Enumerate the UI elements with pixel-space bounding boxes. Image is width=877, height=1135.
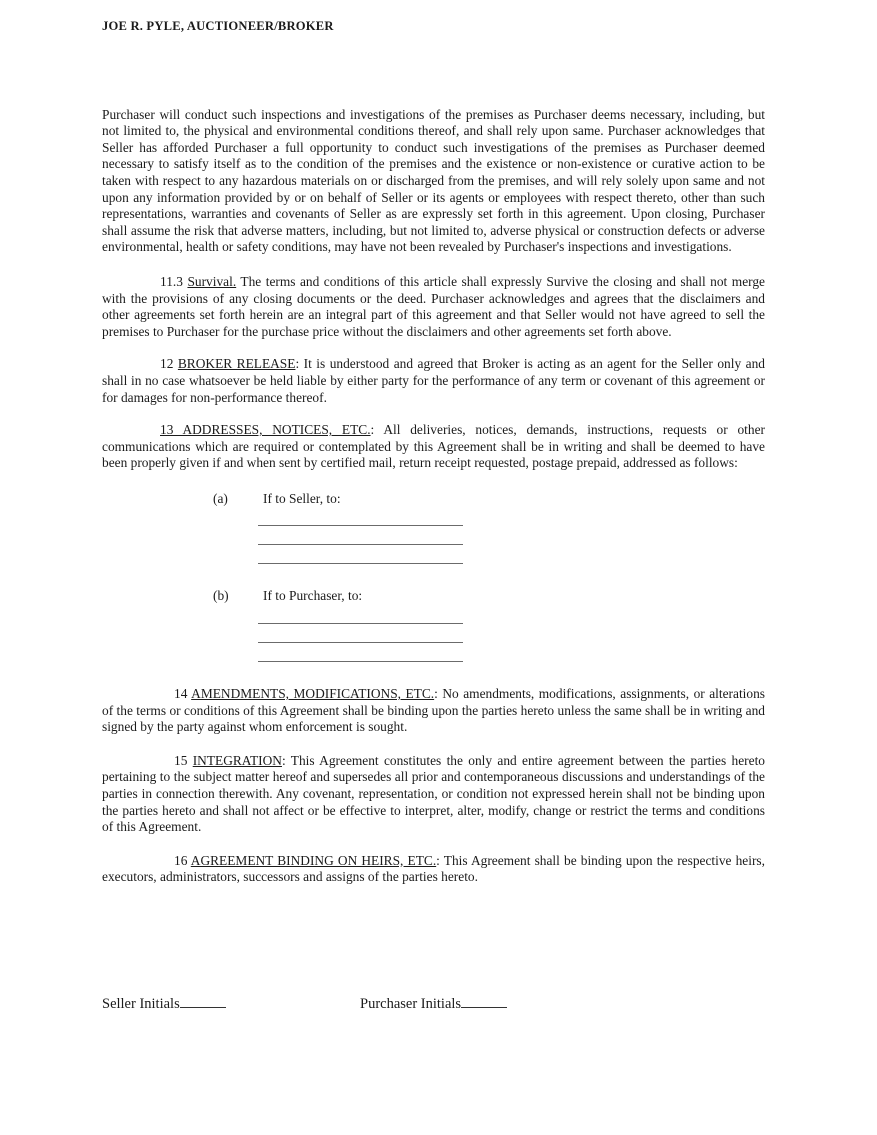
seller-initials-group	[102, 996, 226, 1012]
section-title: AGREEMENT BINDING ON HEIRS, ETC.	[190, 852, 437, 868]
section-number: 11.3	[160, 273, 188, 289]
address-blank-line	[258, 545, 463, 564]
section-title: 13 ADDRESSES, NOTICES, ETC.	[160, 422, 371, 438]
address-blank-line	[258, 624, 463, 643]
section-title: AMENDMENTS, MODIFICATIONS, ETC.	[191, 686, 435, 702]
notice-letter: (b)	[213, 588, 229, 604]
purchaser-initials-label: Purchaser Initials	[360, 996, 462, 1012]
section-heirs	[102, 853, 765, 886]
section-title: Survival.	[187, 273, 237, 289]
address-blank-line	[258, 643, 463, 662]
purchaser-initials-blank	[461, 994, 507, 1008]
notice-block-seller	[102, 491, 765, 565]
notice-row	[102, 588, 765, 605]
section-integration	[102, 753, 765, 836]
section-body: : It is understood and agreed that Broker is acting as an agent for the Seller only and shall in no case whatsoever be held liable by either party for the performance of any term or covenant of this agreement or for damages for non-performance thereof.	[102, 356, 765, 405]
address-blank-line	[258, 605, 463, 624]
section-body: : No amendments, modifications, assignments, or alterations of the terms or conditions of this Agreement shall be binding upon the parties hereto unless the same shall be in writing and signed by the party against whom enforcement is sought.	[102, 686, 765, 735]
section-survival	[102, 274, 765, 340]
notice-letter: (a)	[213, 490, 228, 506]
purchaser-initials-group	[360, 994, 507, 1013]
section-body: : This Agreement constitutes the only and entire agreement between the parties hereto pertaining to the subject matter hereof and supersedes all prior and contemporaneous discussions and understandings of the parties in connection therewith. Any covenant, representation, or condition not expressed herein shall not be binding upon the parties hereto and shall not affect or be effective to interpret, alter, modify, change or restrict the terms and conditions of this Agreement.	[102, 752, 765, 835]
seller-initials-blank	[180, 994, 226, 1008]
paragraph-inspections: Purchaser will conduct such inspections and investigations of the premises as Purchaser deems necessary, including, but not limited to, the physical and environmental conditions thereof, and shall rely upon same. Purchaser acknowledges that Seller has afforded Purchaser a full opportunity to conduct such investigations of the premises as Purchaser deemed necessary to satisfy itself as to the condition of the premises and the existence or non-existence or curative action to be taken with respect to any hazardous materials on or discharged from the premises, and will rely solely upon same and not upon any information provided by or on behalf of Seller or its agents or employees with respect thereto, other than such representations, warranties and covenants of Seller as are expressly set forth in this agreement. Upon closing, Purchaser shall assume the risk that adverse matters, including, but not limited to, adverse physical or construction defects or adverse environmental, health or safety conditions, may have not been revealed by Purchaser's inspections and investigations.	[102, 106, 765, 255]
notice-block-purchaser	[102, 588, 765, 662]
address-blank-line	[258, 526, 463, 545]
section-broker-release	[102, 356, 765, 406]
notice-row	[102, 491, 765, 508]
notice-label: If to Seller, to:	[263, 490, 341, 506]
seller-initials-label: Seller Initials	[102, 996, 180, 1012]
section-number: 14	[174, 686, 192, 702]
notice-label: If to Purchaser, to:	[263, 588, 363, 604]
section-body: : This Agreement shall be binding upon the respective heirs, executors, administrators, successors and assigns of the parties hereto.	[102, 852, 765, 885]
section-number: 15	[174, 752, 193, 768]
address-blank-line	[258, 507, 463, 526]
section-body: : All deliveries, notices, demands, instructions, requests or other communications which are required or contemplated by this Agreement shall be in writing and shall be deemed to have been properly given if and when sent by certified mail, return receipt requested, postage prepaid, addressed as follows:	[102, 422, 765, 471]
section-number: 16	[174, 852, 191, 868]
section-title: BROKER RELEASE	[177, 356, 296, 372]
section-number: 12	[160, 356, 178, 372]
section-title: INTEGRATION	[192, 752, 282, 768]
initials-footer	[102, 994, 765, 1016]
document-header: JOE R. PYLE, AUCTIONEER/BROKER	[102, 19, 334, 33]
section-amendments	[102, 686, 765, 736]
section-body: The terms and conditions of this article shall expressly Survive the closing and shall not merge with the provisions of any closing documents or the deed. Purchaser acknowledges and agrees that the disclaimers and other agreements set forth herein are an integral part of this agreement and that Seller would not have agreed to sell the premises to Purchaser for the purchase price without the disclaimers and other agreements set forth above.	[102, 273, 765, 339]
section-addresses-notices	[102, 422, 765, 472]
